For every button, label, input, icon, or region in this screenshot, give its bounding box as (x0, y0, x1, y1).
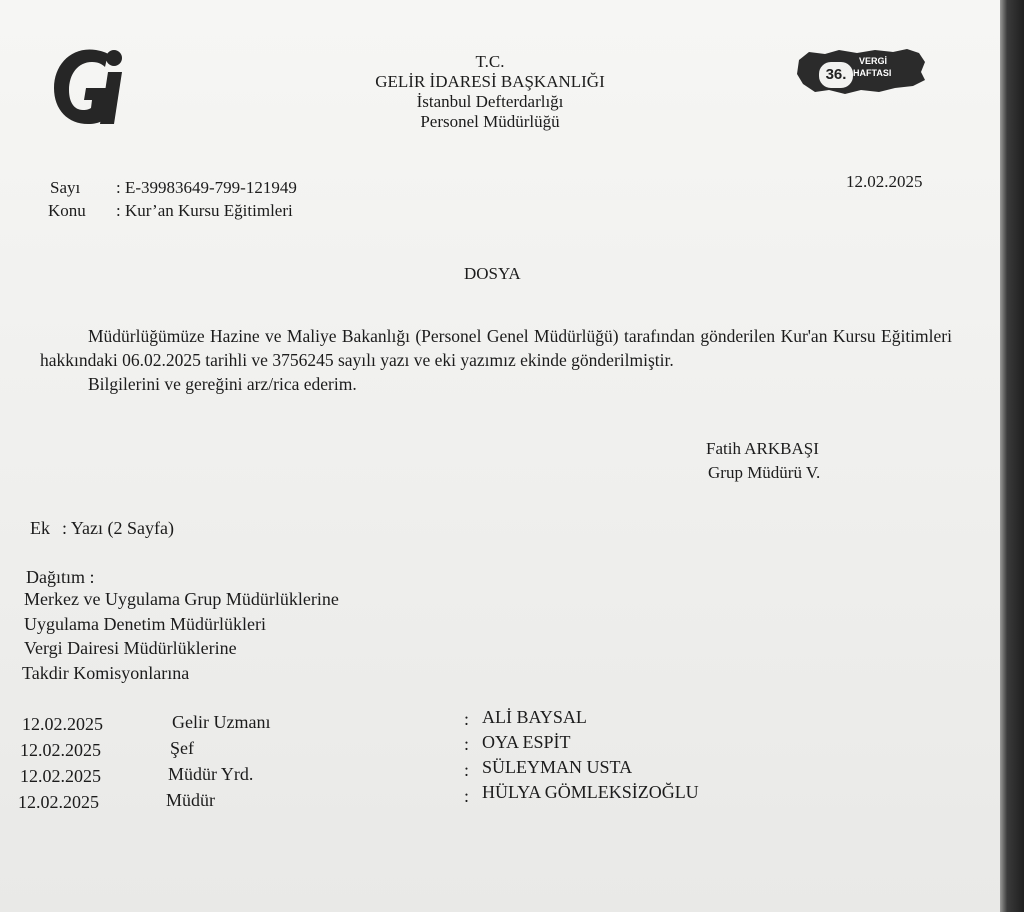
approval-name: ALİ BAYSAL (482, 707, 587, 727)
approval-separator: : (464, 734, 470, 754)
approval-date: 12.02.2025 (22, 714, 103, 734)
approval-role: Şef (170, 738, 194, 758)
approval-role: Müdür Yrd. (168, 764, 254, 784)
distribution-label: Dağıtım : (26, 567, 95, 587)
approval-name: OYA ESPİT (482, 732, 571, 752)
approval-separator: : (464, 786, 470, 806)
signer-title: Grup Müdürü V. (708, 463, 821, 482)
approval-separator: : (464, 760, 470, 780)
badge-number: 36. (817, 60, 855, 90)
distribution-item: Uygulama Denetim Müdürlükleri (24, 614, 266, 634)
letterhead (340, 52, 640, 132)
body-paragraph: Müdürlüğümüze Hazine ve Maliye Bakanlığı (Personel Genel Müdürlüğü) tarafından gönderilen Kur'an Kursu Eğitimleri hakkındaki 06.02.2025 tarihli ve 3756245 sayılı yazı ve eki yazımız ekinde gönderilmiştir. (40, 326, 952, 370)
approval-date: 12.02.2025 (20, 766, 101, 786)
distribution-item: Takdir Komisyonlarına (22, 663, 190, 683)
approval-date: 12.02.2025 (20, 740, 101, 760)
sayi-label: Sayı (50, 178, 81, 197)
approval-role: Müdür (166, 790, 215, 810)
header-org: GELİR İDARESİ BAŞKANLIĞI (375, 72, 605, 91)
approval-date: 12.02.2025 (18, 792, 99, 812)
header-dept: Personel Müdürlüğü (420, 112, 560, 131)
gib-logo-icon (50, 44, 126, 128)
document-date: 12.02.2025 (846, 172, 923, 191)
approval-separator: : (464, 709, 470, 729)
konu-label: Konu (48, 201, 86, 220)
attachment-label: Ek (30, 518, 50, 538)
badge-line2: HAFTASI (853, 68, 892, 78)
body-closing: Bilgilerini ve gereğini arz/rica ederim. (88, 374, 357, 394)
attachment-value: : Yazı (2 Sayfa) (62, 518, 174, 538)
vergi-haftasi-badge (795, 44, 929, 100)
badge-line1: VERGİ (859, 56, 888, 66)
signer-name: Fatih ARKBAŞI (706, 439, 819, 458)
approval-name: HÜLYA GÖMLEKSİZOĞLU (482, 782, 699, 802)
background-edge (1000, 0, 1024, 912)
header-office: İstanbul Defterdarlığı (416, 92, 564, 111)
distribution-item: Vergi Dairesi Müdürlüklerine (24, 638, 237, 658)
recipient: DOSYA (464, 264, 521, 283)
header-tc: T.C. (475, 52, 505, 71)
body-text (40, 324, 952, 396)
distribution-item: Merkez ve Uygulama Grup Müdürlüklerine (24, 589, 339, 609)
approval-name: SÜLEYMAN USTA (482, 757, 633, 777)
approval-role: Gelir Uzmanı (172, 712, 271, 732)
sayi-value: : E-39983649-799-121949 (116, 178, 297, 197)
konu-value: : Kur’an Kursu Eğitimleri (116, 201, 293, 220)
